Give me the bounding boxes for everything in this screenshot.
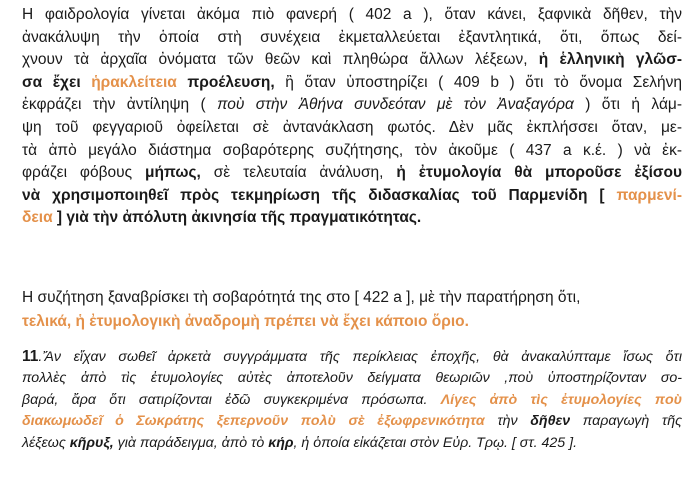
text-line: πολλὲς ἀπὸ τὶς ἐτυμολογίες αὐτὲς ἀποτελοῦν δείγματα θεωριῶν ,ποὺ ὑποστηρίζονταν σο- bbox=[22, 370, 682, 387]
paragraph-etymology bbox=[22, 4, 682, 230]
text-line: ἀνακάλυψη τὴν ὁποία στὴ συνέχεια ἐκμεταλλεύεται ἐξαντλητικά, ὅτι, ὅπως δεί- bbox=[22, 28, 682, 46]
highlight-etymologies: Λίγες ἀπὸ τὶς ἐτυμολογίες ποὺ bbox=[440, 391, 683, 408]
highlight-limit: τελικά, ἡ ἐτυμολογικὴ ἀναδρομὴ πρέπει νὰ ἔχει κάποιο ὅριο. bbox=[22, 313, 469, 330]
bold-text: ἡ ἑλληνικὴ γλῶσ- bbox=[538, 51, 682, 69]
bold-text: νὰ χρησιμοποιηθεῖ πρὸς τεκμηρίωση τῆς διδασκαλίας τοῦ Παρμενίδη [ bbox=[22, 186, 617, 204]
text-run: τὴν bbox=[484, 413, 531, 430]
text-line: Η φαιδρολογία γίνεται ἀκόμα πιὸ φανερή ( 402 a ), ὅταν κάνει, ξαφνικὰ δῆθεν, τὴν bbox=[22, 6, 682, 23]
text-line bbox=[22, 390, 682, 411]
text-line: ψη τοῦ φεγγαριοῦ ὀφείλεται σὲ ἀντανάκλαση φωτός. Δὲν μᾶς ἐκπλήσσει ὅταν, με- bbox=[22, 118, 682, 136]
text-run: φράζει φόβους bbox=[22, 164, 145, 182]
text-run: λέξεως bbox=[22, 434, 70, 451]
highlight-parmenidean: παρμενί- bbox=[616, 186, 682, 204]
bold-text: σα ἔχει bbox=[22, 73, 92, 91]
bold-text: δῆθεν bbox=[530, 413, 571, 430]
bold-text: ἡ ἐτυμολογία θὰ μποροῦσε ἐξίσου bbox=[396, 164, 682, 182]
bold-text: μήπως, bbox=[144, 164, 201, 182]
text-line bbox=[22, 346, 682, 368]
text-run: παραγωγὴ τῆς bbox=[570, 413, 682, 430]
highlight-heraclitean: ἡρακλείτεια bbox=[91, 73, 177, 91]
text-line bbox=[22, 185, 682, 208]
footnote-11 bbox=[22, 346, 682, 454]
text-run: ) ὅτι ἡ λάμ- bbox=[573, 96, 682, 114]
text-run: , ἡ ὁποία εἰκάζεται στὸν Εὐρ. Τρῳ. [ στ. 425 ]. bbox=[293, 434, 578, 451]
text-run: ἐκφράζει τὴν ἀντίληψη ( bbox=[22, 96, 218, 114]
bold-text: ] γιὰ τὴν ἀπόλυτη ἀκινησία τῆς πραγματικότητας. bbox=[52, 209, 422, 227]
text-line: Η συζήτηση ξαναβρίσκει τὴ σοβαρότητά της στο [ 422 a ], μὲ τὴν παρατήρηση ὅτι, bbox=[22, 289, 581, 306]
bold-text: προέλευση, bbox=[176, 73, 275, 91]
bold-text: κήρ bbox=[268, 434, 294, 451]
text-line bbox=[22, 433, 682, 454]
text-run: .Ἄν εἴχαν σωθεῖ ἀρκετὰ συγγράμματα τῆς περίκλειας ἐποχῆς, θὰ ἀνακαλύπταμε ἴσως ὅτι bbox=[38, 349, 682, 365]
text-line bbox=[22, 94, 682, 117]
text-run: σὲ τελευταία ἀνάλυση, bbox=[200, 164, 397, 182]
highlight-etymologies: διακωμωδεῖ ὁ Σωκράτης ξεπερνοῦν πολὺ σὲ ἐξωφρενικότητα bbox=[22, 413, 485, 430]
paragraph-seriousness bbox=[22, 286, 682, 334]
text-run: γιὰ παράδειγμα, ἀπὸ τὸ bbox=[113, 434, 269, 451]
text-run: βαρά, ἄρα ὅτι σατιρίζονται ἐδῶ συγκεκριμένα πρόσωπα. bbox=[22, 391, 441, 408]
footnote-number: 11 bbox=[22, 348, 39, 365]
text-run: χνουν τὰ ἀρχαῖα ὀνόματα τῶν θεῶν καὶ πληθώρα ἄλλων λέξεων, bbox=[22, 51, 539, 69]
italic-text: ποὺ στὴν Ἀθήνα συνδεόταν μὲ τὸν Ἀναξαγόρα bbox=[217, 96, 574, 114]
bold-text: κῆρυξ, bbox=[69, 434, 114, 451]
text-line bbox=[22, 72, 682, 95]
text-line bbox=[22, 162, 682, 185]
text-run: ἢ ὅταν ὑποστηρίζει ( 409 b ) ὅτι τὸ ὄνομα Σελήνη bbox=[274, 73, 683, 91]
text-line bbox=[22, 49, 682, 72]
text-line bbox=[22, 411, 682, 432]
text-line bbox=[22, 207, 682, 230]
highlight-parmenidean: δεια bbox=[22, 209, 53, 227]
text-line: τὰ ἀπὸ μεγάλο διάστημα σοβαρότερης συζήτησης, τὸν ἀκοῦμε ( 437 a κ.έ. ) νὰ ἐκ- bbox=[22, 141, 682, 159]
